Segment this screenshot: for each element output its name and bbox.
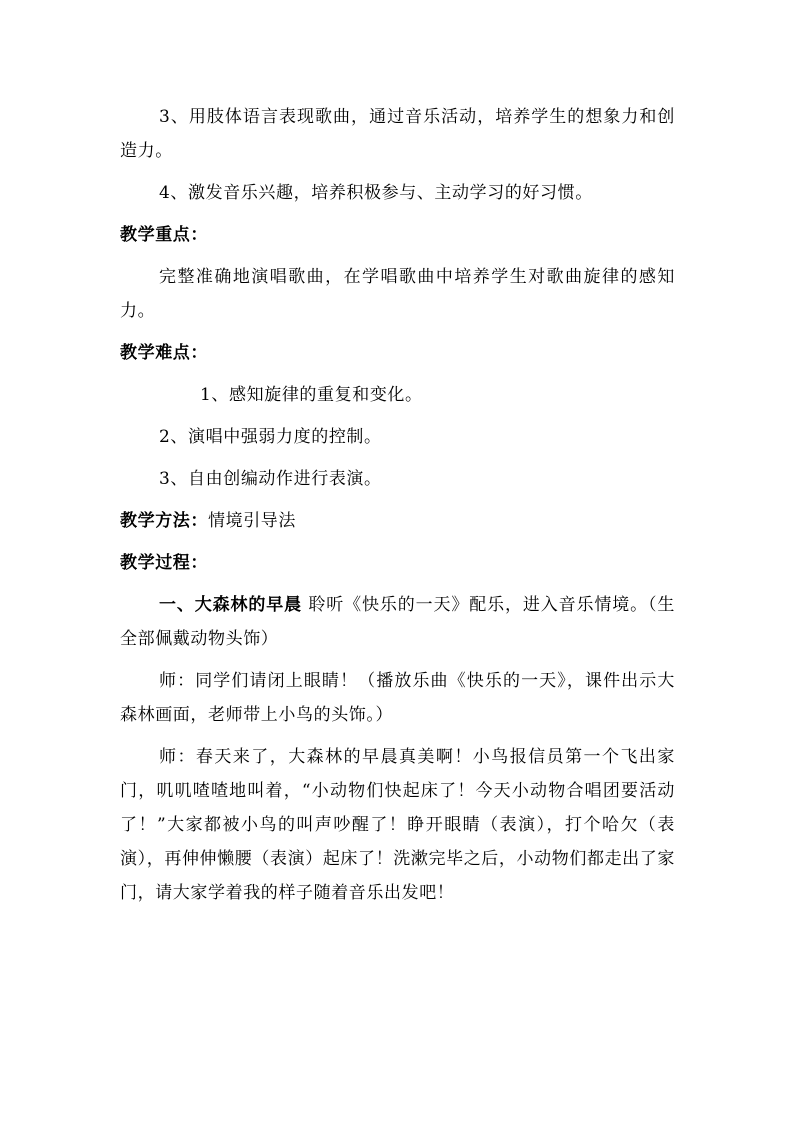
difficulty-3: 3、自由创编动作进行表演。 xyxy=(159,469,382,489)
objective-4: 4、激发音乐兴趣，培养积极参与、主动学习的好习惯。 xyxy=(159,183,593,203)
key-points-text: 完整准确地演唱歌曲，在学唱歌曲中培养学生对歌曲旋律的感知力。 xyxy=(120,267,675,321)
key-points-heading: 教学重点： xyxy=(120,225,208,245)
teacher-line-1: 师：同学们请闭上眼睛！（播放乐曲《快乐的一天》，课件出示大森林画面，老师带上小鸟的头饰。） xyxy=(120,671,675,725)
difficulty-2: 2、演唱中强弱力度的控制。 xyxy=(159,427,382,447)
document-body xyxy=(120,100,675,910)
difficulty-1: 1、感知旋律的重复和变化。 xyxy=(200,385,423,405)
process-heading: 教学过程： xyxy=(120,553,208,573)
objective-3: 3、用肢体语言表现歌曲，通过音乐活动，培养学生的想象力和创造力。 xyxy=(120,107,675,161)
method-text: 情境引导法 xyxy=(208,511,296,531)
method-line xyxy=(120,504,675,538)
section-1-paragraph xyxy=(120,588,675,656)
section-1-title: 一、大森林的早晨 xyxy=(159,595,303,615)
teacher-line-2: 师：春天来了，大森林的早晨真美啊！小鸟报信员第一个飞出家门，叽叽喳喳地叫着，“小动物们快起床了！今天小动物合唱团要活动了！”大家都被小鸟的叫声吵醒了！睁开眼睛（表演），打个哈欠（表演），再伸伸懒腰（表演）起床了！洗漱完毕之后，小动物们都走出了家门，请大家学着我的样子随着音乐出发吧！ xyxy=(120,747,675,903)
difficulties-heading: 教学难点： xyxy=(120,343,208,363)
method-heading: 教学方法： xyxy=(120,511,208,531)
section-1-text: 聆听《快乐的一天》配乐，进入音乐情境。（生全部佩戴动物头饰） xyxy=(120,595,675,649)
